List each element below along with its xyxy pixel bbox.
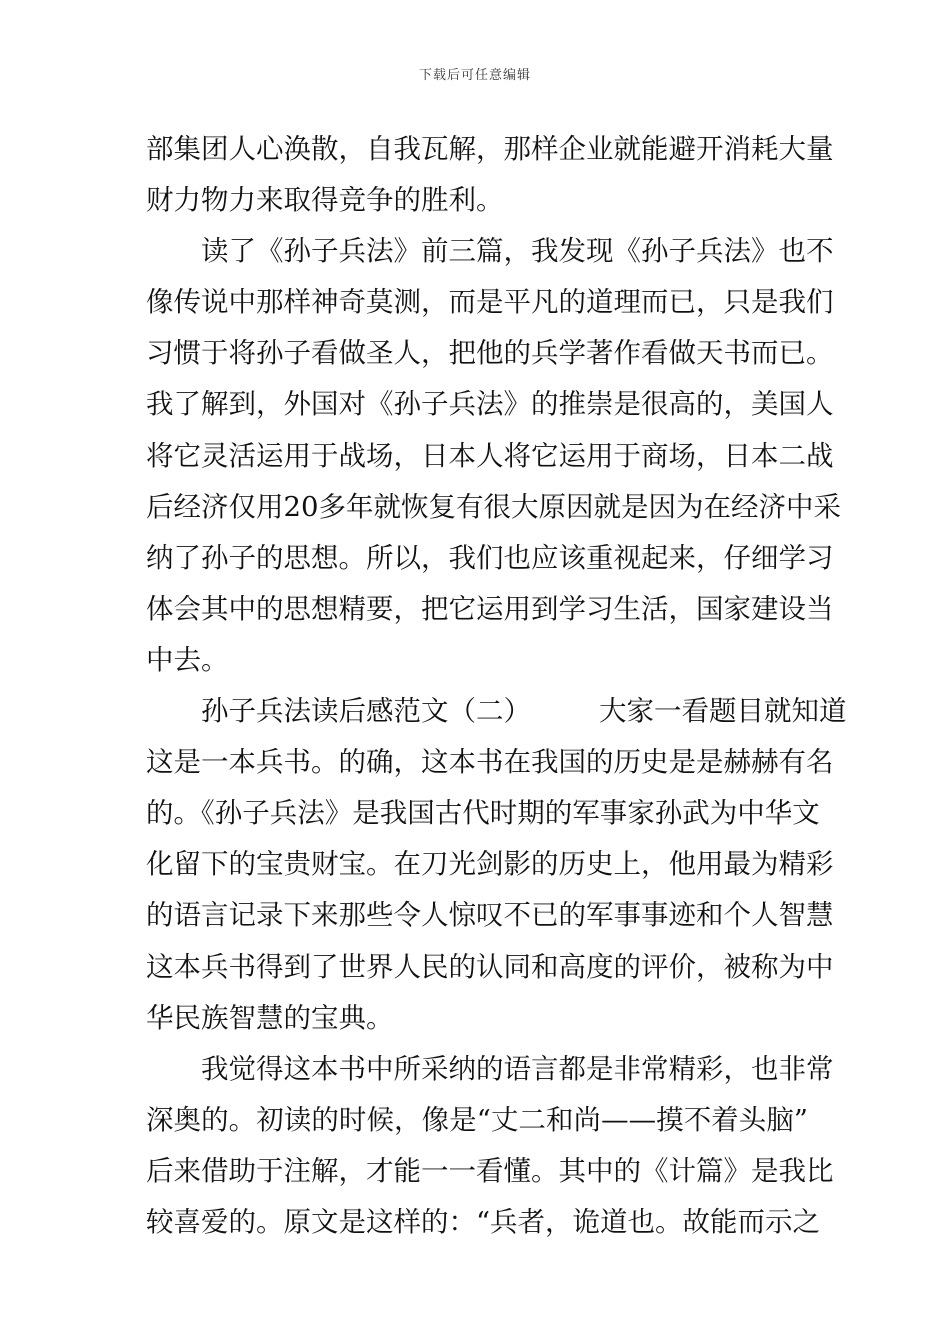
document-body [146, 124, 847, 1248]
section-title-rest: 大家一看题目就知道 [599, 695, 847, 728]
text-line: 像传说中那样神奇莫测，而是平凡的道理而已，只是我们 [146, 286, 834, 319]
text-line: 读了《孙子兵法》前三篇，我发现《孙子兵法》也不 [201, 235, 834, 268]
text-line: 部集团人心涣散，自我瓦解，那样企业就能避开消耗大量 [146, 133, 834, 165]
text-line: 这是一本兵书。的确，这本书在我国的历史是是赫赫有名 [146, 746, 834, 779]
text-line: 财力物力来取得竞争的胜利。 [146, 184, 504, 217]
text-line: 的语言记录下来那些令人惊叹不已的军事事迹和个人智慧 [146, 899, 834, 932]
text-line: 化留下的宝贵财宝。在刀光剑影的历史上，他用最为精彩 [146, 848, 834, 881]
text-line: 将它灵活运用于战场，日本人将它运用于商场，日本二战 [146, 439, 834, 472]
section-title-line [146, 686, 847, 737]
section-title: 孙子兵法读后感范文（二） [201, 695, 531, 728]
text-line: 我了解到，外国对《孙子兵法》的推崇是很高的，美国人 [146, 388, 834, 421]
text-line: 后来借助于注解，才能一一看懂。其中的《计篇》是我比 [146, 1154, 834, 1187]
text-line: 华民族智慧的宝典。 [146, 1001, 394, 1034]
page-header: 下载后可任意编辑 [418, 68, 531, 83]
text-line: 习惯于将孙子看做圣人，把他的兵学著作看做天书而已。 [146, 337, 834, 370]
text-line: 纳了孙子的思想。所以，我们也应该重视起来，仔细学习 [146, 541, 834, 574]
text-line: 深奥的。初读的时候，像是“丈二和尚——摸不着头脑” [146, 1103, 808, 1136]
text-line: 体会其中的思想精要，把它运用到学习生活，国家建设当 [146, 592, 834, 625]
text-line: 的。《孙子兵法》是我国古代时期的军事家孙武为中华文 [146, 797, 820, 830]
text-line: 这本兵书得到了世界人民的认同和高度的评价，被称为中 [146, 950, 834, 983]
text-line: 后经济仅用20多年就恢复有很大原因就是因为在经济中采 [146, 490, 841, 523]
text-line: 较喜爱的。原文是这样的：“兵者，诡道也。故能而示之 [146, 1205, 821, 1238]
text-line: 中去。 [146, 643, 229, 676]
text-line: 我觉得这本书中所采纳的语言都是非常精彩，也非常 [201, 1052, 834, 1085]
